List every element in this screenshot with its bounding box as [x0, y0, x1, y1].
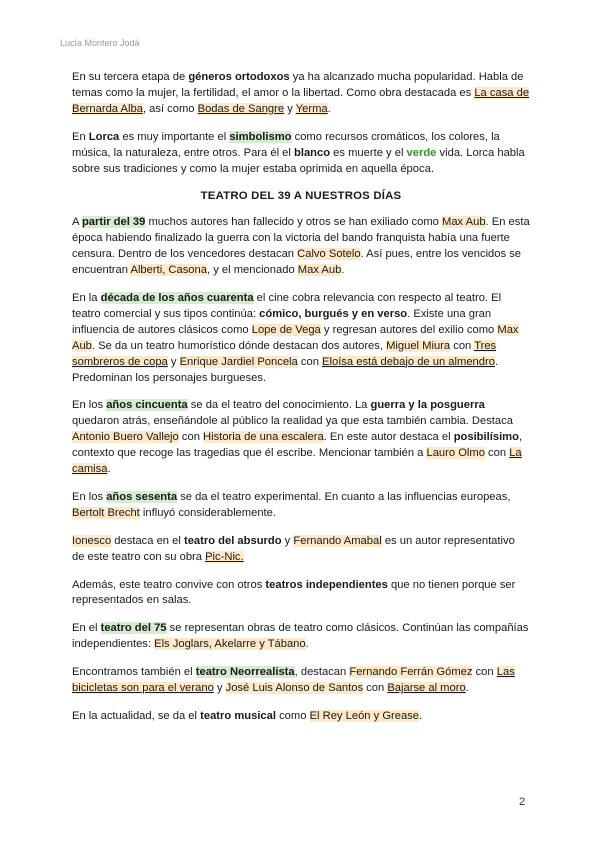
bold-term: teatro del absurdo — [183, 534, 282, 547]
bold-term: guerra y la posguerra — [370, 399, 485, 412]
bold-term: teatros independientes — [265, 578, 388, 591]
highlighted-term: simbolismo — [229, 130, 292, 143]
highlighted-name: Antonio Buero Vallejo — [72, 431, 179, 444]
header-author: Lucía Montero Jodá — [60, 38, 140, 48]
highlighted-name: Miguel Miura — [386, 339, 451, 352]
highlighted-name: Alberti, Casona — [130, 264, 207, 277]
highlighted-term: años cincuenta — [106, 399, 188, 412]
highlighted-name: Lope de Vega — [251, 323, 321, 336]
highlighted-name: Fernando Ferrán Gómez — [349, 666, 473, 679]
highlighted-name: Eloísa está debajo de un almendro — [322, 355, 495, 368]
highlighted-name: José Luis Alonso de Santos — [225, 682, 364, 695]
highlighted-name: Ionesco — [72, 534, 112, 547]
highlighted-name: Bertolt Brecht — [72, 506, 140, 519]
paragraph: En la actualidad, se da el teatro musical como El Rey León y Grease. — [72, 710, 423, 722]
bold-term: blanco — [294, 146, 331, 159]
page-number: 2 — [519, 796, 526, 808]
highlighted-name: Tres sombreros de copa — [72, 339, 497, 368]
highlighted-name: Enrique Jardiel Poncela — [179, 355, 298, 368]
highlighted-name: Max Aub — [442, 216, 486, 229]
highlighted-term: años sesenta — [106, 490, 178, 503]
paragraph: En Lorca es muy importante el simbolismo como recursos cromáticos, los colores, la música, la naturaleza, entre otros. Para él el blanco es muerte y el verde vida. Lorca habla sobre sus tradiciones y como la mujer estaba oprimida en aquella época. — [72, 130, 525, 175]
highlighted-name: Bajarse al moro — [387, 682, 466, 695]
paragraph: En el teatro del 75 se representan obras de teatro como clásicos. Continúan las compañías independientes: Els Joglars, Akelarre y Tábano. — [72, 622, 529, 651]
highlighted-name: Els Joglars, Akelarre y Tábano — [154, 638, 306, 651]
highlighted-term: teatro del 75 — [100, 622, 167, 635]
highlighted-name: Max Aub — [72, 323, 519, 352]
green-word: verde — [406, 146, 437, 159]
highlighted-name: La camisa — [72, 447, 522, 476]
highlighted-name: Bodas de Sangre — [197, 102, 285, 115]
paragraph: En los años cincuenta se da el teatro del conocimiento. La guerra y la posguerra quedaron atrás, enseñándole al público la realidad ya que esta también cambia. Destaca Antonio Buero Vallejo con Historia de una escalera. En este autor destaca el posibilísimo, contexto que recoge las tragedias que él escribe. Mencionar también a Lauro Olmo con La camisa. — [72, 399, 523, 476]
paragraph: En su tercera etapa de géneros ortodoxos ya ha alcanzado mucha popularidad. Habla de temas como la mujer, la fertilidad, el amor o la libertad. Como obra destacada es La casa de Bernarda Alba, así como Bodas de Sangre y Yerma. — [72, 71, 530, 115]
highlighted-term: partir del 39 — [81, 216, 146, 229]
highlighted-name: La casa de Bernarda Alba — [72, 86, 530, 115]
paragraph: Además, este teatro convive con otros teatros independientes que no tienen porque ser representados en salas. — [72, 578, 516, 607]
paragraph: En la década de los años cuarenta el cine cobra relevancia con respecto al teatro. El teatro comercial y sus tipos continúa: cómico, burgués y en verso. Existe una gran influencia de autores clásicos como Lope de Vega y regresan autores del exilio como Max Aub. Se da un teatro humorístico dónde destacan dos autores, Miguel Miura con Tres sombreros de copa y Enrique Jardiel Poncela con Eloísa está debajo de un almendro. Predominan los personajes burgueses. — [72, 291, 519, 384]
highlighted-name: Las bicicletas son para el verano — [72, 666, 515, 695]
highlighted-name: Calvo Sotelo — [297, 248, 361, 261]
paragraph: Encontramos también el teatro Neorrealista, destacan Fernando Ferrán Gómez con Las bicicletas son para el verano y José Luis Alonso de Santos con Bajarse al moro. — [72, 666, 515, 695]
paragraph: En los años sesenta se da el teatro experimental. En cuanto a las influencias europeas, Bertolt Brecht influyó considerablemente. — [72, 490, 511, 519]
highlighted-name: Max Aub — [297, 264, 342, 277]
highlighted-term: teatro Neorrealista — [195, 666, 295, 679]
bold-term: posibilísimo — [453, 431, 519, 444]
highlighted-name: Yerma — [295, 102, 328, 115]
highlighted-name: Pic-Nic. — [205, 550, 244, 563]
bold-term: Lorca — [88, 130, 120, 143]
document-body — [72, 70, 530, 737]
highlighted-name: El Rey León y Grease — [309, 710, 420, 722]
paragraph: A partir del 39 muchos autores han fallecido y otros se han exiliado como Max Aub. En esta época habiendo finalizado la guerra con la victoria del bando franquista había una fuerte censura. Dentro de los vencedores destacan Calvo Sotelo. Así pues, entre los vencidos se encuentran Alberti, Casona, y el mencionado Max Aub. — [72, 216, 530, 277]
paragraph: Ionesco destaca en el teatro del absurdo y Fernando Amabal es un autor representativo de este teatro con su obra Pic-Nic. — [72, 534, 515, 563]
bold-term: cómico, burgués y en verso — [259, 307, 408, 320]
highlighted-name: Historia de una escalera — [203, 431, 324, 444]
section-heading: TEATRO DEL 39 A NUESTROS DÍAS — [200, 190, 402, 203]
highlighted-term: década de los años cuarenta — [100, 291, 254, 304]
bold-term: teatro musical — [200, 710, 276, 722]
bold-term: géneros ortodoxos — [188, 71, 290, 83]
highlighted-name: Fernando Amabal — [293, 534, 382, 547]
highlighted-name: Lauro Olmo — [426, 447, 485, 460]
